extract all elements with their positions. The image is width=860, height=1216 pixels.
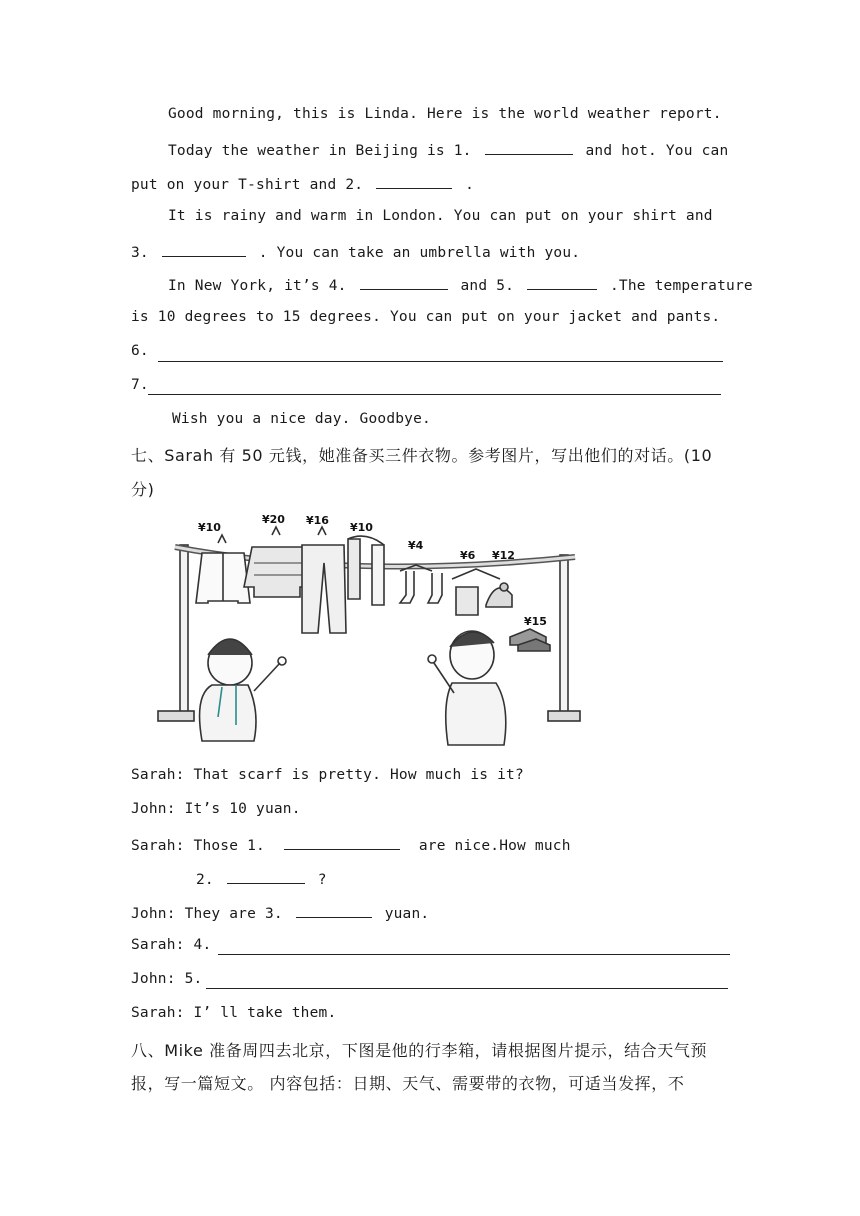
- dialogue-answer-line-5[interactable]: [206, 987, 728, 989]
- ny-text-a: In New York, it’s 4.: [168, 278, 347, 294]
- dialogue-line-3: [131, 835, 571, 854]
- sweater-icon: [244, 527, 310, 597]
- dialogue-line-2: John: It’s 10 yuan.: [131, 801, 301, 817]
- section-7-heading-cont: 分): [131, 480, 155, 499]
- dialogue-answer-line-4[interactable]: [218, 953, 730, 955]
- dialogue-blank-3[interactable]: [296, 903, 372, 918]
- price-hat: ¥12: [492, 549, 515, 562]
- question-7-label: 7.: [131, 377, 149, 393]
- dialogue-text-3b: are nice.How much: [418, 838, 571, 854]
- dialogue-text-3a: Sarah: Those 1.: [131, 838, 265, 854]
- clothes-rack-illustration: [150, 505, 590, 750]
- report-london-line: It is rainy and warm in London. You can put on your shirt and: [168, 208, 713, 224]
- beijing-text-d: .: [465, 177, 474, 193]
- report-newyork-line: [168, 275, 753, 294]
- rack-right-base: [548, 711, 580, 721]
- dialogue-line-4: [196, 869, 327, 888]
- answer-line-7[interactable]: [148, 393, 721, 395]
- question-6-label: 6.: [131, 343, 149, 359]
- section-8-line-1: 八、Mike 准备周四去北京，下图是他的行李箱，请根据图片提示，结合天气预: [131, 1041, 708, 1060]
- price-scarf: ¥10: [350, 521, 373, 534]
- report-closing: Wish you a nice day. Goodbye.: [172, 411, 431, 427]
- report-london-line-2: [131, 242, 580, 261]
- dialogue-line-1: Sarah: That scarf is pretty. How much is it?: [131, 767, 524, 783]
- rack-right-pole: [560, 555, 568, 717]
- london-text-b: 3.: [131, 245, 149, 261]
- dialogue-text-4a: 2.: [196, 872, 214, 888]
- ny-text-c: .The temperature: [609, 278, 753, 294]
- shoes-icon: [510, 629, 550, 651]
- answer-blank-4[interactable]: [360, 275, 448, 290]
- rack-left-base: [158, 711, 194, 721]
- dialogue-text-5b: yuan.: [384, 906, 430, 922]
- ny-text-b: and 5.: [460, 278, 515, 294]
- dialogue-blank-1[interactable]: [284, 835, 400, 850]
- dialogue-line-7-label: John: 5.: [131, 971, 203, 987]
- dialogue-line-6-label: Sarah: 4.: [131, 937, 212, 953]
- pants-icon: [302, 527, 346, 633]
- beijing-text-a: Today the weather in Beijing is 1.: [168, 143, 472, 159]
- price-sweater: ¥20: [262, 513, 285, 526]
- report-intro: Good morning, this is Linda. Here is the world weather report.: [168, 106, 722, 122]
- answer-line-6[interactable]: [158, 360, 723, 362]
- price-shoes: ¥15: [524, 615, 547, 628]
- price-socks: ¥4: [408, 539, 424, 552]
- price-jacket: ¥10: [198, 521, 221, 534]
- answer-blank-3[interactable]: [162, 242, 246, 257]
- answer-blank-5[interactable]: [527, 275, 597, 290]
- report-beijing-line: [168, 140, 728, 159]
- dialogue-line-5: [131, 903, 429, 922]
- beijing-text-c: put on your T-shirt and 2.: [131, 177, 364, 193]
- london-text-c: . You can take an umbrella with you.: [258, 245, 581, 261]
- answer-blank-1[interactable]: [485, 140, 573, 155]
- girl-figure: [200, 639, 286, 741]
- dialogue-line-8: Sarah: I’ ll take them.: [131, 1005, 337, 1021]
- answer-blank-2[interactable]: [376, 174, 452, 189]
- report-newyork-line-2: is 10 degrees to 15 degrees. You can put on your jacket and pants.: [131, 309, 721, 325]
- socks-icon: [400, 565, 442, 603]
- price-gloves: ¥6: [460, 549, 476, 562]
- price-pants: ¥16: [306, 514, 329, 527]
- section-7-heading: 七、Sarah 有 50 元钱，她准备买三件衣物。参考图片，写出他们的对话。(10: [131, 446, 713, 465]
- dialogue-text-4b: ?: [317, 872, 327, 888]
- beijing-text-b: and hot. You can: [585, 143, 729, 159]
- rack-left-pole: [180, 545, 188, 717]
- report-beijing-line-2: [131, 174, 474, 193]
- hat-icon: [486, 583, 512, 607]
- dialogue-text-5a: John: They are 3.: [131, 906, 283, 922]
- dialogue-blank-2[interactable]: [227, 869, 305, 884]
- scarf-icon: [348, 536, 384, 605]
- jacket-icon: [196, 535, 250, 603]
- boy-figure: [428, 631, 506, 745]
- section-8-line-2: 报，写一篇短文。 内容包括：日期、天气、需要带的衣物，可适当发挥，不: [131, 1074, 685, 1093]
